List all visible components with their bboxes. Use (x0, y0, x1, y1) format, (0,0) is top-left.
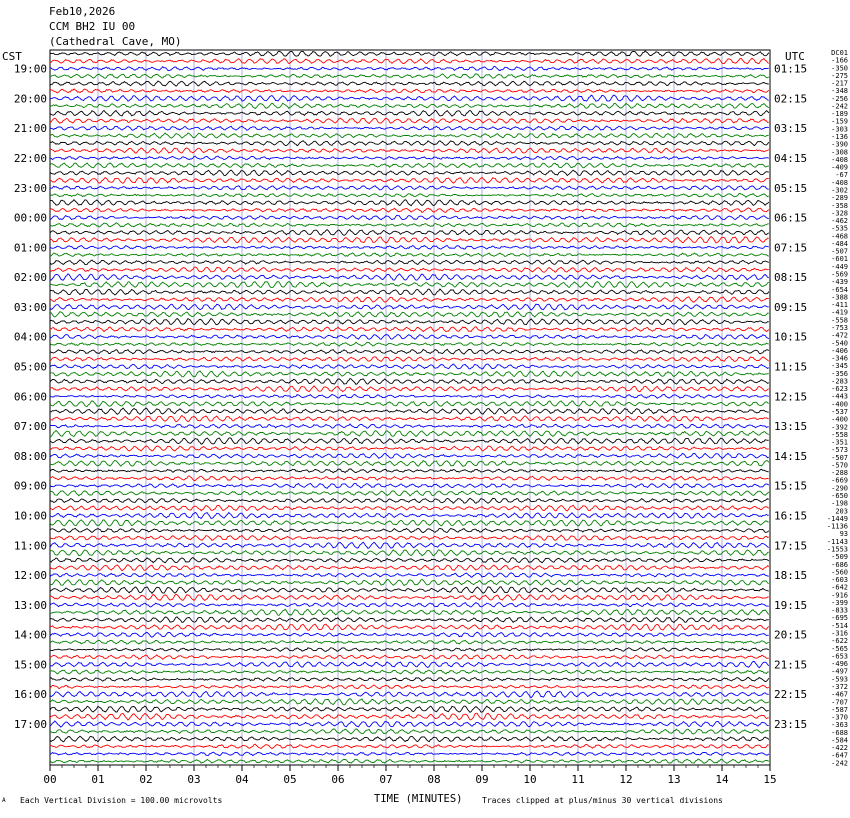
utc-hour-label: 14:15 (774, 449, 808, 463)
seismic-trace (50, 289, 769, 295)
dc-offset-label: -593 (831, 675, 848, 684)
seismic-trace (50, 304, 769, 310)
x-tick-label: 13 (667, 773, 681, 786)
dc-offset-label: -496 (831, 660, 848, 669)
dc-offset-label: -217 (831, 79, 848, 88)
dc-offset-label: -467 (831, 690, 848, 699)
seismic-trace (50, 609, 769, 615)
seismic-trace (50, 744, 769, 748)
dc-offset-label: -166 (831, 56, 848, 65)
seismic-trace (50, 67, 769, 71)
dc-offset-label: -408 (831, 155, 848, 164)
dc-offset-label: -468 (831, 232, 848, 241)
dc-offset-label: -654 (831, 285, 848, 294)
dc-offset-label: -400 (831, 415, 848, 424)
seismic-trace (50, 319, 769, 325)
seismic-trace (50, 260, 769, 265)
utc-hour-label: 09:15 (774, 300, 808, 314)
dc-offset-label: -695 (831, 614, 848, 623)
dc-offset-label: -348 (831, 87, 848, 96)
dc-offset-label: 93 (839, 530, 848, 539)
dc-offset-label: -573 (831, 446, 848, 455)
seismic-trace (50, 476, 769, 481)
seismic-trace (50, 51, 769, 56)
dc-offset-label: -650 (831, 492, 848, 501)
dc-offset-label: -419 (831, 308, 848, 317)
seismic-trace (50, 691, 769, 698)
plot-date: Feb10,2026 (49, 5, 116, 18)
seismic-trace (50, 349, 769, 354)
seismic-trace (50, 446, 769, 451)
dc-offset-label: -346 (831, 354, 848, 363)
dc-offset-label: -443 (831, 392, 848, 401)
seismic-trace (50, 706, 769, 712)
dc-offset-label: -560 (831, 568, 848, 577)
seismic-trace (50, 327, 769, 332)
dc-offset-label: -308 (831, 148, 848, 157)
seismic-trace (50, 655, 769, 660)
seismic-trace (50, 335, 769, 340)
footer-mark: A (2, 797, 6, 804)
utc-hour-label: 07:15 (774, 241, 808, 255)
seismic-trace (50, 282, 769, 288)
dc-offset-label: 203 (835, 507, 848, 516)
seismic-trace (50, 469, 769, 473)
dc-offset-label: -587 (831, 705, 848, 714)
x-tick-label: 15 (763, 773, 777, 786)
utc-hour-label: 15:15 (774, 479, 808, 493)
seismic-trace (50, 342, 769, 346)
dc-offset-label: -1449 (826, 514, 848, 523)
dc-offset-label: -497 (831, 667, 848, 676)
cst-hour-label: 22:00 (13, 151, 47, 165)
cst-hour-label: 13:00 (13, 598, 47, 612)
seismic-trace (50, 729, 769, 734)
dc-offset-label: -569 (831, 270, 848, 279)
dc-offset-label: -462 (831, 217, 848, 226)
seismic-trace (50, 364, 769, 369)
dc-offset-label: -363 (831, 721, 848, 730)
seismic-trace (50, 699, 769, 705)
dc-offset-label: -242 (831, 759, 848, 768)
utc-hour-label: 19:15 (774, 598, 808, 612)
dc-offset-label: -688 (831, 728, 848, 737)
x-tick-label: 10 (523, 773, 537, 786)
dc-offset-label: -289 (831, 194, 848, 203)
seismic-trace (50, 126, 769, 131)
dc-offset-label: -540 (831, 339, 848, 348)
station-location: (Cathedral Cave, MO) (49, 35, 182, 48)
x-tick-label: 06 (331, 773, 345, 786)
cst-hour-label: 17:00 (13, 718, 47, 732)
x-tick-label: 03 (187, 773, 201, 786)
seismic-trace (50, 103, 769, 108)
cst-hour-label: 21:00 (13, 122, 47, 136)
cst-hour-label: 07:00 (13, 420, 47, 434)
dc-offset-label: -351 (831, 438, 848, 447)
dc-offset-label: -288 (831, 469, 848, 478)
utc-hour-label: 01:15 (774, 62, 808, 76)
seismic-trace (50, 357, 769, 362)
seismic-trace (50, 624, 769, 631)
dc-offset-label: -484 (831, 239, 848, 248)
dc-offset-label: -345 (831, 362, 848, 371)
dc-offset-label: -449 (831, 262, 848, 271)
utc-hour-label: 10:15 (774, 330, 808, 344)
dc-offset-label: -1136 (826, 522, 848, 531)
dc-offset-label: -509 (831, 553, 848, 562)
seismic-trace (50, 237, 769, 244)
dc-offset-label: -409 (831, 163, 848, 172)
seismic-trace (50, 661, 769, 667)
cst-hour-label: 10:00 (13, 509, 47, 523)
utc-hour-label: 17:15 (774, 539, 808, 553)
dc-offset-label: -916 (831, 591, 848, 600)
cst-hour-label: 15:00 (13, 658, 47, 672)
seismic-trace (50, 246, 769, 250)
utc-label: UTC (785, 50, 805, 63)
seismic-trace (50, 200, 769, 206)
dc-offset-label: -358 (831, 201, 848, 210)
seismic-trace (50, 713, 769, 720)
seismic-trace (50, 491, 769, 496)
cst-hour-label: 06:00 (13, 390, 47, 404)
cst-hour-label: 01:00 (13, 241, 47, 255)
x-tick-label: 01 (91, 773, 105, 786)
cst-label: CST (2, 50, 22, 63)
utc-hour-label: 16:15 (774, 509, 808, 523)
utc-hour-label: 05:15 (774, 181, 808, 195)
dc-offset-label: -647 (831, 751, 848, 760)
dc-offset-label: -558 (831, 316, 848, 325)
seismic-trace (50, 759, 769, 763)
dc-offset-label: DC01 (831, 49, 848, 57)
cst-hour-label: 05:00 (13, 360, 47, 374)
utc-hour-label: 23:15 (774, 718, 808, 732)
seismic-trace (50, 118, 769, 123)
scale-note: Each Vertical Division = 100.00 microvolts (20, 796, 223, 805)
seismic-trace (50, 141, 769, 146)
seismic-trace (50, 512, 769, 518)
seismic-trace (50, 163, 769, 168)
utc-hour-label: 02:15 (774, 92, 808, 106)
dc-offset-label: -603 (831, 576, 848, 585)
utc-hour-label: 04:15 (774, 151, 808, 165)
seismic-trace (50, 379, 769, 385)
cst-hour-label: 14:00 (13, 628, 47, 642)
seismic-trace (50, 312, 769, 317)
cst-hour-label: 04:00 (13, 330, 47, 344)
seismic-trace (50, 640, 769, 644)
seismic-trace (50, 408, 769, 414)
dc-offset-label: -472 (831, 331, 848, 340)
dc-offset-label: -290 (831, 484, 848, 493)
seismic-trace (50, 603, 769, 607)
dc-offset-label: -316 (831, 629, 848, 638)
utc-hour-label: 20:15 (774, 628, 808, 642)
seismic-trace (50, 438, 769, 445)
cst-hour-label: 00:00 (13, 211, 47, 225)
seismic-trace (50, 193, 769, 197)
dc-offset-label: -507 (831, 453, 848, 462)
seismic-trace (50, 594, 769, 600)
dc-offset-label: -753 (831, 323, 848, 332)
seismic-trace (50, 558, 769, 563)
seismic-trace (50, 274, 769, 281)
dc-offset-label: -653 (831, 652, 848, 661)
dc-offset-label: -642 (831, 583, 848, 592)
cst-hour-label: 11:00 (13, 539, 47, 553)
utc-hour-label: 12:15 (774, 390, 808, 404)
dc-offset-label: -507 (831, 247, 848, 256)
dc-offset-label: -399 (831, 598, 848, 607)
seismic-trace (50, 95, 769, 101)
seismic-trace (50, 297, 769, 303)
seismic-trace (50, 542, 769, 548)
x-tick-label: 08 (427, 773, 441, 786)
seismic-trace (50, 110, 769, 116)
seismic-trace (50, 156, 769, 160)
dc-offset-label: -601 (831, 255, 848, 264)
seismic-trace (50, 565, 769, 571)
seismic-trace (50, 394, 769, 398)
seismic-trace (50, 498, 769, 503)
dc-offset-label: -400 (831, 400, 848, 409)
dc-offset-label: -390 (831, 140, 848, 149)
seismic-trace (50, 89, 769, 93)
cst-hour-label: 19:00 (13, 62, 47, 76)
station-code: CCM BH2 IU 00 (49, 20, 136, 33)
seismic-trace (50, 215, 769, 219)
dc-offset-label: -303 (831, 125, 848, 134)
dc-offset-label: -198 (831, 499, 848, 508)
seismic-trace (50, 267, 769, 272)
seismic-trace (50, 580, 769, 586)
seismic-trace (50, 186, 769, 190)
x-tick-label: 11 (571, 773, 585, 786)
seismic-trace (50, 148, 769, 153)
seismic-trace (50, 587, 769, 594)
seismic-trace (50, 752, 769, 756)
seismic-trace (50, 550, 769, 556)
seismic-trace (50, 483, 769, 488)
seismic-trace (50, 230, 769, 236)
cst-hour-label: 08:00 (13, 449, 47, 463)
utc-hour-label: 08:15 (774, 271, 808, 285)
utc-hour-label: 22:15 (774, 688, 808, 702)
x-axis-title: TIME (MINUTES) (374, 793, 463, 805)
cst-hour-label: 12:00 (13, 569, 47, 583)
cst-hour-label: 23:00 (13, 181, 47, 195)
seismic-trace (50, 74, 769, 79)
dc-offset-label: -328 (831, 209, 848, 218)
cst-hour-label: 16:00 (13, 688, 47, 702)
seismic-trace (50, 520, 769, 526)
dc-offset-label: -392 (831, 423, 848, 432)
dc-offset-label: -67 (835, 171, 848, 180)
seismic-trace (50, 431, 769, 437)
dc-offset-label: -686 (831, 560, 848, 569)
seismic-trace (50, 505, 769, 511)
dc-offset-label: -388 (831, 293, 848, 302)
utc-hour-label: 21:15 (774, 658, 808, 672)
seismic-trace (50, 253, 769, 257)
seismic-trace (50, 528, 769, 532)
dc-offset-label: -370 (831, 713, 848, 722)
dc-offset-label: -408 (831, 178, 848, 187)
seismic-trace (50, 386, 769, 392)
seismic-trace (50, 58, 769, 63)
dc-offset-label: -565 (831, 644, 848, 653)
utc-hour-label: 11:15 (774, 360, 808, 374)
cst-hour-label: 02:00 (13, 271, 47, 285)
dc-offset-label: -622 (831, 637, 848, 646)
x-tick-label: 14 (715, 773, 729, 786)
x-tick-label: 00 (43, 773, 57, 786)
dc-offset-label: -406 (831, 346, 848, 355)
dc-offset-label: -669 (831, 476, 848, 485)
seismic-trace (50, 416, 769, 422)
dc-offset-label: -439 (831, 278, 848, 287)
seismic-trace (50, 721, 769, 727)
dc-offset-label: -136 (831, 133, 848, 142)
seismic-trace (50, 371, 769, 377)
seismic-trace (50, 632, 769, 637)
dc-offset-label: -558 (831, 430, 848, 439)
dc-offset-label: -1553 (826, 545, 848, 554)
seismic-trace (50, 573, 769, 577)
utc-hour-label: 18:15 (774, 569, 808, 583)
seismic-trace (50, 670, 769, 674)
seismic-trace (50, 208, 769, 213)
seismic-trace (50, 648, 769, 652)
cst-hour-label: 09:00 (13, 479, 47, 493)
dc-offset-label: -275 (831, 71, 848, 80)
dc-offset-label: -372 (831, 682, 848, 691)
dc-offset-label: -537 (831, 408, 848, 416)
x-tick-label: 09 (475, 773, 489, 786)
seismic-trace (50, 677, 769, 681)
clip-note: Traces clipped at plus/minus 30 vertical divisions (482, 796, 723, 805)
seismic-trace (50, 401, 769, 407)
seismic-trace (50, 133, 769, 138)
cst-hour-label: 03:00 (13, 300, 47, 314)
seismic-trace (50, 535, 769, 540)
dc-offset-label: -159 (831, 117, 848, 126)
dc-offset-label: -256 (831, 94, 848, 103)
seismic-trace (50, 170, 769, 175)
seismic-trace (50, 685, 769, 689)
seismic-trace (50, 424, 769, 428)
seismic-trace (50, 178, 769, 184)
dc-offset-label: -356 (831, 369, 848, 378)
dc-offset-label: -570 (831, 461, 848, 470)
dc-offset-label: -1143 (826, 537, 848, 546)
dc-offset-label: -422 (831, 744, 848, 753)
seismic-trace (50, 453, 769, 458)
dc-offset-label: -350 (831, 64, 848, 73)
seismic-trace (50, 461, 769, 467)
seismic-trace (50, 223, 769, 227)
seismic-trace (50, 736, 769, 742)
seismic-trace (50, 81, 769, 86)
dc-offset-label: -242 (831, 102, 848, 111)
x-tick-label: 07 (379, 773, 393, 786)
dc-offset-label: -833 (831, 606, 848, 615)
utc-hour-label: 13:15 (774, 420, 808, 434)
cst-hour-label: 20:00 (13, 92, 47, 106)
x-tick-label: 02 (139, 773, 153, 786)
utc-hour-label: 03:15 (774, 122, 808, 136)
dc-offset-label: -707 (831, 698, 848, 707)
seismic-trace (50, 617, 769, 623)
x-tick-label: 04 (235, 773, 249, 786)
x-tick-label: 12 (619, 773, 633, 786)
dc-offset-label: -411 (831, 301, 848, 310)
dc-offset-label: -514 (831, 621, 848, 630)
x-tick-label: 05 (283, 773, 297, 786)
dc-offset-label: -302 (831, 186, 848, 195)
dc-offset-label: -584 (831, 736, 848, 745)
dc-offset-label: -623 (831, 385, 848, 394)
dc-offset-label: -283 (831, 377, 848, 386)
utc-hour-label: 06:15 (774, 211, 808, 225)
dc-offset-label: -535 (831, 224, 848, 233)
dc-offset-label: -189 (831, 110, 848, 119)
